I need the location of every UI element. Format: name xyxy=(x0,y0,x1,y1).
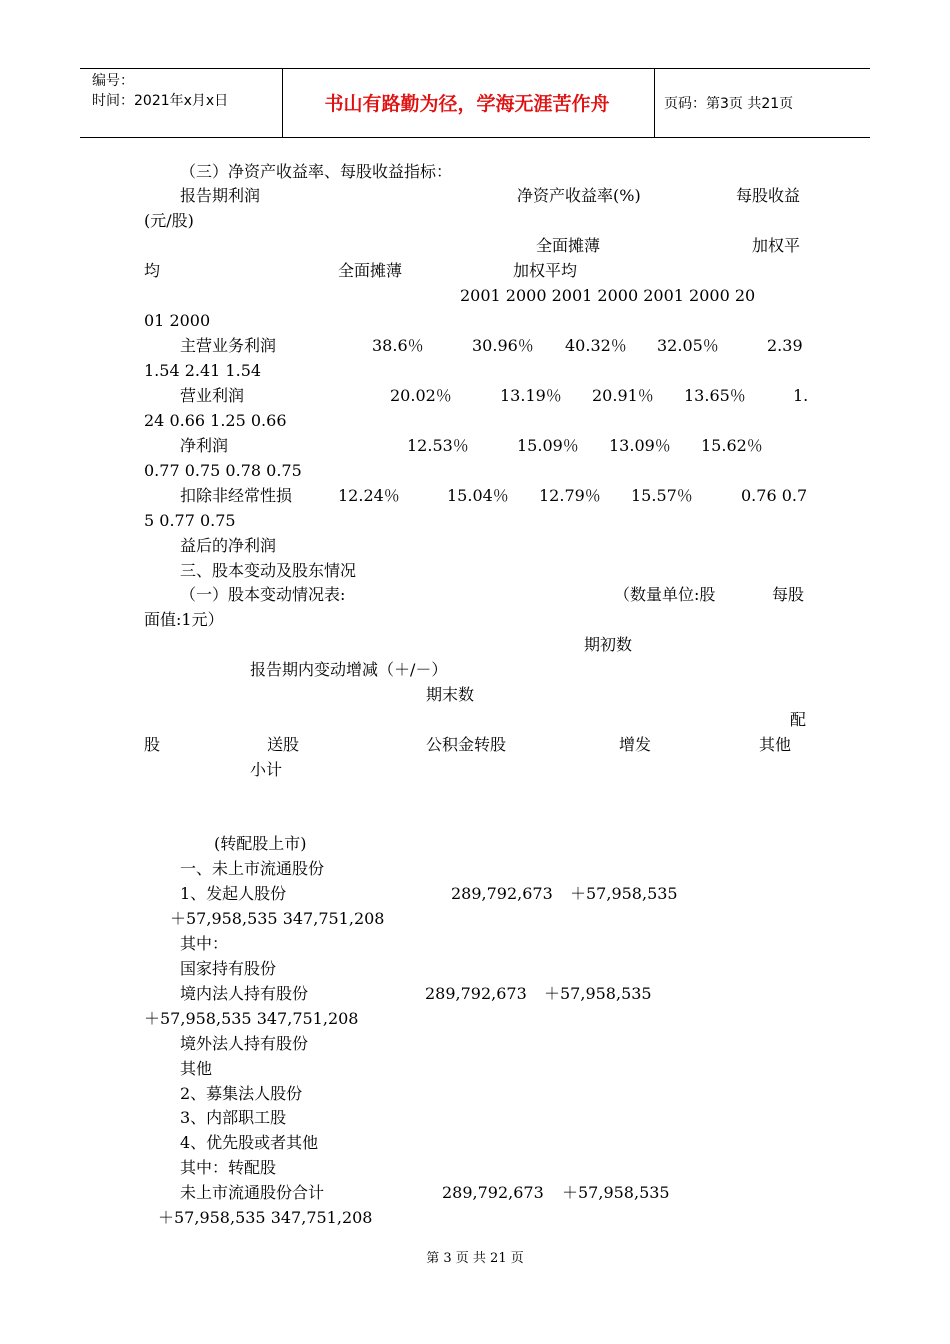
cell-value: 30.96％ xyxy=(472,336,534,355)
column-header: 报告期内变动增减（＋/－） xyxy=(250,660,448,679)
cell-value: 289,792,673 xyxy=(451,884,553,903)
text-line: 面值:1元） xyxy=(144,610,224,629)
row-label: 其他 xyxy=(180,1059,213,1078)
cell-value: ＋57,958,535 xyxy=(544,984,652,1003)
header-meta xyxy=(92,71,228,111)
date-label: 时间：2021年x月x日 xyxy=(92,93,229,109)
row-label: 净利润 xyxy=(180,436,229,455)
column-header: 期初数 xyxy=(584,635,633,654)
row-label: 境外法人持有股份 xyxy=(180,1034,309,1053)
row-label: 国家持有股份 xyxy=(180,959,277,978)
page-header xyxy=(80,68,870,138)
text-line: 每股收益 xyxy=(736,186,801,205)
cell-value: 5 0.77 0.75 xyxy=(144,511,236,530)
cell-value: ＋57,958,535 347,751,208 xyxy=(158,1208,373,1227)
row-label: 其中： xyxy=(180,934,229,953)
cell-value: 15.09％ xyxy=(517,436,579,455)
text-line: (元/股) xyxy=(144,211,194,230)
cell-value: ＋57,958,535 xyxy=(570,884,678,903)
column-header: 其他 xyxy=(759,735,792,754)
text-line: 加权平均 xyxy=(513,261,578,280)
cell-value: 1. xyxy=(793,386,809,405)
row-label: 2、募集法人股份 xyxy=(180,1084,303,1103)
section-heading: （一）股本变动情况表: xyxy=(180,585,346,604)
text-line: 报告期利润 xyxy=(180,186,261,205)
cell-value: 13.65％ xyxy=(684,386,746,405)
section-heading: 三、股本变动及股东情况 xyxy=(180,561,357,580)
cell-value: 15.04％ xyxy=(447,486,509,505)
cell-value: 15.62％ xyxy=(701,436,763,455)
row-label: 3、内部职工股 xyxy=(180,1108,287,1127)
page-footer: 第 3 页 共 21 页 xyxy=(426,1251,524,1266)
text-line: 均 xyxy=(144,261,161,280)
cell-value: 12.24％ xyxy=(338,486,400,505)
row-label: 境内法人持有股份 xyxy=(180,984,309,1003)
cell-value: 15.57％ xyxy=(631,486,693,505)
column-header: 增发 xyxy=(619,735,652,754)
cell-value: ＋57,958,535 xyxy=(562,1183,670,1202)
text-line: 全面摊薄 xyxy=(338,261,403,280)
row-label: 1、发起人股份 xyxy=(180,884,287,903)
cell-value: 32.05％ xyxy=(657,336,719,355)
header-divider xyxy=(654,69,655,137)
column-header: 配 xyxy=(790,710,807,729)
row-label: 其中：转配股 xyxy=(180,1158,277,1177)
row-label: 一、未上市流通股份 xyxy=(180,859,325,878)
cell-value: 13.19％ xyxy=(500,386,562,405)
cell-value: 2.39 xyxy=(767,336,803,355)
column-header: 公积金转股 xyxy=(426,735,507,754)
text-line: (转配股上市) xyxy=(214,834,307,853)
cell-value: ＋57,958,535 347,751,208 xyxy=(144,1009,359,1028)
year-row: 01 2000 xyxy=(144,311,211,330)
column-header: 期末数 xyxy=(426,685,475,704)
cell-value: 20.91％ xyxy=(592,386,654,405)
column-header: 送股 xyxy=(267,735,300,754)
column-header: 股 xyxy=(144,735,161,754)
cell-value: 0.76 0.7 xyxy=(741,486,808,505)
text-line: 全面摊薄 xyxy=(536,236,601,255)
cell-value: 38.6％ xyxy=(372,336,424,355)
text-line: 加权平 xyxy=(752,236,801,255)
text-line: （数量单位:股 xyxy=(614,585,716,604)
row-label: 4、优先股或者其他 xyxy=(180,1133,319,1152)
cell-value: 1.54 2.41 1.54 xyxy=(144,361,262,380)
cell-value: 40.32％ xyxy=(565,336,627,355)
cell-value: 0.77 0.75 0.78 0.75 xyxy=(144,461,302,480)
row-label: 营业利润 xyxy=(180,386,245,405)
cell-value: 13.09％ xyxy=(609,436,671,455)
header-motto: 书山有路勤为径，学海无涯苦作舟 xyxy=(324,93,610,115)
cell-value: 24 0.66 1.25 0.66 xyxy=(144,411,287,430)
header-page-number: 页码：第3页 共21页 xyxy=(664,96,794,112)
cell-value: 20.02％ xyxy=(390,386,452,405)
cell-value: 12.79％ xyxy=(539,486,601,505)
cell-value: 289,792,673 xyxy=(442,1183,544,1202)
row-label: 益后的净利润 xyxy=(180,536,277,555)
section-heading: （三）净资产收益率、每股收益指标： xyxy=(180,162,453,181)
text-line: 净资产收益率(%) xyxy=(517,186,641,205)
cell-value: ＋57,958,535 347,751,208 xyxy=(170,909,385,928)
row-label: 扣除非经常性损 xyxy=(180,486,293,505)
year-row: 2001 2000 2001 2000 2001 2000 20 xyxy=(460,286,756,305)
column-header: 小计 xyxy=(250,760,283,779)
cell-value: 12.53％ xyxy=(407,436,469,455)
row-label: 未上市流通股份合计 xyxy=(180,1183,325,1202)
cell-value: 289,792,673 xyxy=(425,984,527,1003)
number-label: 编号： xyxy=(92,73,134,89)
row-label: 主营业务利润 xyxy=(180,336,277,355)
text-line: 每股 xyxy=(772,585,805,604)
